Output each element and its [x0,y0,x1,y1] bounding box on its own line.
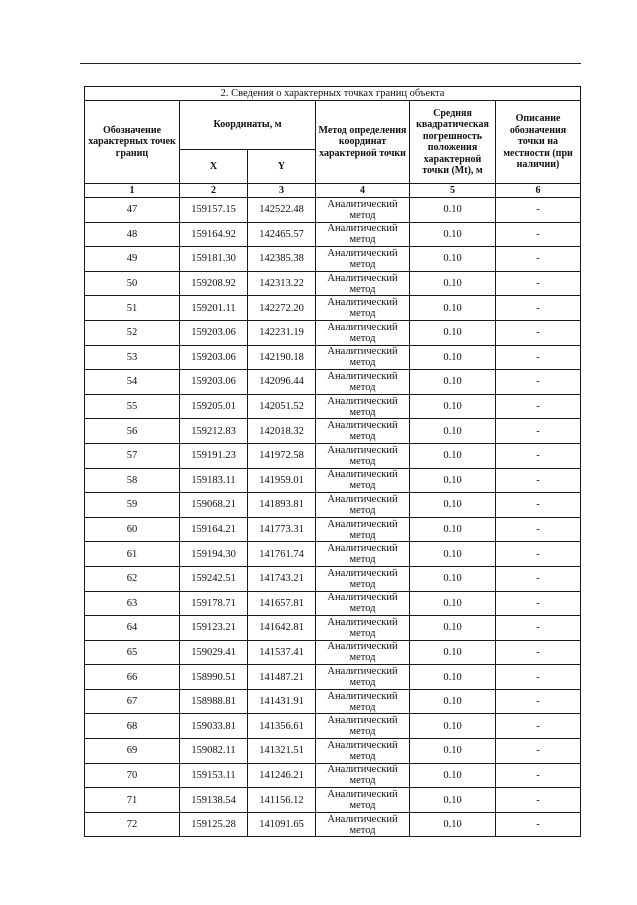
cell-description: - [496,247,581,272]
cell-method [316,591,410,616]
table-row [85,468,581,493]
method-line: метод [349,578,376,590]
cell-error: 0.10 [410,640,496,665]
cell-description: - [496,689,581,714]
cell-point: 63 [85,591,180,616]
method-line: Аналитический [327,247,398,259]
cell-point: 65 [85,640,180,665]
cell-point: 47 [85,198,180,223]
cell-description: - [496,222,581,247]
cell-point: 61 [85,542,180,567]
cell-x: 159181.30 [180,247,248,272]
cell-method [316,468,410,493]
cell-error: 0.10 [410,320,496,345]
cell-error: 0.10 [410,812,496,837]
method-line: Аналитический [327,592,398,604]
cell-point: 49 [85,247,180,272]
method-line: Аналитический [327,616,398,628]
method-line: метод [349,775,376,787]
cell-point: 51 [85,296,180,321]
cell-x: 159178.71 [180,591,248,616]
method-line: Аналитический [327,739,398,751]
method-line: Аналитический [327,223,398,235]
cell-error: 0.10 [410,616,496,641]
cell-y: 141972.58 [248,443,316,468]
cell-point: 55 [85,394,180,419]
header-x: X [180,150,248,184]
column-number: 4 [316,184,410,198]
cell-method [316,419,410,444]
cell-description: - [496,788,581,813]
cell-description: - [496,468,581,493]
table-row [85,788,581,813]
cell-x: 159212.83 [180,419,248,444]
cell-y: 142231.19 [248,320,316,345]
cell-description: - [496,493,581,518]
cell-y: 142522.48 [248,198,316,223]
table-row [85,542,581,567]
cell-point: 59 [85,493,180,518]
cell-y: 141773.31 [248,517,316,542]
cell-method [316,296,410,321]
method-line: метод [349,726,376,738]
table-row [85,566,581,591]
cell-description: - [496,640,581,665]
method-line: метод [349,504,376,516]
cell-method [316,665,410,690]
cell-error: 0.10 [410,739,496,764]
table-row [85,616,581,641]
cell-method [316,812,410,837]
cell-description: - [496,345,581,370]
header-coordinates: Координаты, м [180,101,316,150]
cell-y: 141657.81 [248,591,316,616]
cell-y: 141743.21 [248,566,316,591]
cell-description: - [496,739,581,764]
cell-y: 142096.44 [248,370,316,395]
cell-description: - [496,763,581,788]
header-point-designation: Обозначение характерных точек границ [85,101,180,184]
table-row [85,271,581,296]
cell-y: 141537.41 [248,640,316,665]
cell-y: 141959.01 [248,468,316,493]
cell-description: - [496,542,581,567]
cell-error: 0.10 [410,198,496,223]
cell-error: 0.10 [410,370,496,395]
cell-error: 0.10 [410,345,496,370]
table-row [85,345,581,370]
cell-method [316,198,410,223]
method-line: метод [349,234,376,246]
cell-x: 159203.06 [180,320,248,345]
table-row [85,198,581,223]
method-line: Аналитический [327,198,398,210]
cell-error: 0.10 [410,271,496,296]
cell-point: 48 [85,222,180,247]
table-row [85,222,581,247]
method-line: Аналитический [327,764,398,776]
method-line: Аналитический [327,395,398,407]
cell-method [316,493,410,518]
method-line: метод [349,603,376,615]
top-rule [80,63,581,64]
table-row [85,812,581,837]
cell-y: 142190.18 [248,345,316,370]
cell-description: - [496,517,581,542]
method-line: метод [349,800,376,812]
cell-x: 159029.41 [180,640,248,665]
cell-error: 0.10 [410,493,496,518]
cell-method [316,616,410,641]
cell-description: - [496,198,581,223]
table-row [85,517,581,542]
column-numbers-row [85,184,581,198]
cell-x: 159203.06 [180,370,248,395]
cell-point: 70 [85,763,180,788]
method-line: Аналитический [327,272,398,284]
method-line: метод [349,455,376,467]
cell-x: 159138.54 [180,788,248,813]
cell-method [316,739,410,764]
method-line: метод [349,652,376,664]
cell-point: 64 [85,616,180,641]
cell-point: 62 [85,566,180,591]
cell-error: 0.10 [410,419,496,444]
header-method: Метод определения координат характерной точки [316,101,410,184]
table-row [85,665,581,690]
method-line: Аналитический [327,715,398,727]
cell-x: 159194.30 [180,542,248,567]
cell-error: 0.10 [410,763,496,788]
cell-x: 159208.92 [180,271,248,296]
header-error: Средняя квадратическая погрешность положения характерной точки (Mt), м [410,101,496,184]
cell-x: 159125.28 [180,812,248,837]
cell-x: 159068.21 [180,493,248,518]
cell-method [316,714,410,739]
method-line: Аналитический [327,370,398,382]
header-y: Y [248,150,316,184]
cell-point: 71 [85,788,180,813]
table-row [85,247,581,272]
cell-method [316,320,410,345]
cell-y: 141431.91 [248,689,316,714]
method-line: метод [349,406,376,418]
cell-error: 0.10 [410,517,496,542]
column-number: 2 [180,184,248,198]
cell-point: 56 [85,419,180,444]
method-line: метод [349,677,376,689]
method-line: метод [349,750,376,762]
cell-error: 0.10 [410,222,496,247]
cell-y: 141156.12 [248,788,316,813]
cell-method [316,394,410,419]
method-line: Аналитический [327,543,398,555]
cell-y: 142018.32 [248,419,316,444]
method-line: метод [349,701,376,713]
cell-x: 159242.51 [180,566,248,591]
cell-method [316,271,410,296]
method-line: Аналитический [327,346,398,358]
cell-error: 0.10 [410,443,496,468]
cell-error: 0.10 [410,714,496,739]
cell-x: 159183.11 [180,468,248,493]
cell-x: 159164.92 [180,222,248,247]
method-line: метод [349,824,376,836]
cell-method [316,517,410,542]
method-line: метод [349,381,376,393]
cell-x: 159157.15 [180,198,248,223]
table-row [85,493,581,518]
cell-x: 159033.81 [180,714,248,739]
cell-x: 159191.23 [180,443,248,468]
cell-error: 0.10 [410,788,496,813]
cell-y: 142272.20 [248,296,316,321]
cell-point: 60 [85,517,180,542]
table-row [85,394,581,419]
cell-description: - [496,296,581,321]
column-number: 5 [410,184,496,198]
cell-x: 159153.11 [180,763,248,788]
cell-point: 69 [85,739,180,764]
cell-point: 50 [85,271,180,296]
method-line: метод [349,554,376,566]
cell-error: 0.10 [410,247,496,272]
method-line: метод [349,332,376,344]
cell-error: 0.10 [410,468,496,493]
boundary-points-table [84,86,581,837]
table-row [85,640,581,665]
method-line: Аналитический [327,297,398,309]
table-row [85,370,581,395]
cell-method [316,370,410,395]
cell-description: - [496,566,581,591]
method-line: Аналитический [327,469,398,481]
cell-x: 159164.21 [180,517,248,542]
table-row [85,419,581,444]
cell-y: 142051.52 [248,394,316,419]
table-row [85,443,581,468]
cell-description: - [496,320,581,345]
cell-x: 159201.11 [180,296,248,321]
cell-x: 159205.01 [180,394,248,419]
cell-point: 52 [85,320,180,345]
method-line: метод [349,258,376,270]
cell-description: - [496,271,581,296]
cell-point: 72 [85,812,180,837]
cell-y: 141321.51 [248,739,316,764]
cell-x: 158990.51 [180,665,248,690]
cell-description: - [496,591,581,616]
method-line: метод [349,627,376,639]
method-line: Аналитический [327,567,398,579]
cell-y: 142465.57 [248,222,316,247]
cell-x: 158988.81 [180,689,248,714]
cell-point: 53 [85,345,180,370]
cell-error: 0.10 [410,665,496,690]
table-row [85,320,581,345]
table-row [85,296,581,321]
cell-y: 141356.61 [248,714,316,739]
cell-point: 54 [85,370,180,395]
cell-error: 0.10 [410,394,496,419]
method-line: метод [349,431,376,443]
cell-y: 141091.65 [248,812,316,837]
cell-error: 0.10 [410,591,496,616]
cell-error: 0.10 [410,542,496,567]
method-line: Аналитический [327,789,398,801]
cell-point: 67 [85,689,180,714]
cell-x: 159082.11 [180,739,248,764]
cell-method [316,640,410,665]
cell-error: 0.10 [410,566,496,591]
cell-point: 58 [85,468,180,493]
cell-y: 141893.81 [248,493,316,518]
method-line: метод [349,357,376,369]
method-line: Аналитический [327,690,398,702]
cell-method [316,345,410,370]
method-line: метод [349,283,376,295]
cell-description: - [496,443,581,468]
method-line: метод [349,209,376,221]
header-description: Описание обозначения точки на местности (при наличии) [496,101,581,184]
cell-x: 159203.06 [180,345,248,370]
method-line: Аналитический [327,641,398,653]
table-row [85,763,581,788]
cell-y: 142313.22 [248,271,316,296]
cell-y: 142385.38 [248,247,316,272]
table-row [85,689,581,714]
method-line: метод [349,529,376,541]
cell-description: - [496,812,581,837]
method-line: Аналитический [327,493,398,505]
cell-description: - [496,665,581,690]
cell-method [316,222,410,247]
cell-y: 141246.21 [248,763,316,788]
method-line: Аналитический [327,518,398,530]
cell-description: - [496,370,581,395]
method-line: Аналитический [327,420,398,432]
table-row [85,591,581,616]
cell-error: 0.10 [410,689,496,714]
cell-point: 68 [85,714,180,739]
cell-y: 141761.74 [248,542,316,567]
cell-method [316,247,410,272]
column-number: 6 [496,184,581,198]
method-line: метод [349,308,376,320]
cell-point: 66 [85,665,180,690]
column-number: 1 [85,184,180,198]
cell-y: 141642.81 [248,616,316,641]
cell-y: 141487.21 [248,665,316,690]
cell-method [316,542,410,567]
column-number: 3 [248,184,316,198]
method-line: Аналитический [327,321,398,333]
section-title: 2. Сведения о характерных точках границ объекта [85,87,581,101]
cell-description: - [496,714,581,739]
cell-x: 159123.21 [180,616,248,641]
cell-method [316,689,410,714]
table-row [85,739,581,764]
cell-point: 57 [85,443,180,468]
method-line: Аналитический [327,666,398,678]
cell-method [316,443,410,468]
method-line: метод [349,480,376,492]
method-line: Аналитический [327,444,398,456]
table-row [85,714,581,739]
cell-method [316,566,410,591]
cell-description: - [496,419,581,444]
method-line: Аналитический [327,813,398,825]
cell-description: - [496,616,581,641]
cell-description: - [496,394,581,419]
cell-error: 0.10 [410,296,496,321]
cell-method [316,763,410,788]
cell-method [316,788,410,813]
